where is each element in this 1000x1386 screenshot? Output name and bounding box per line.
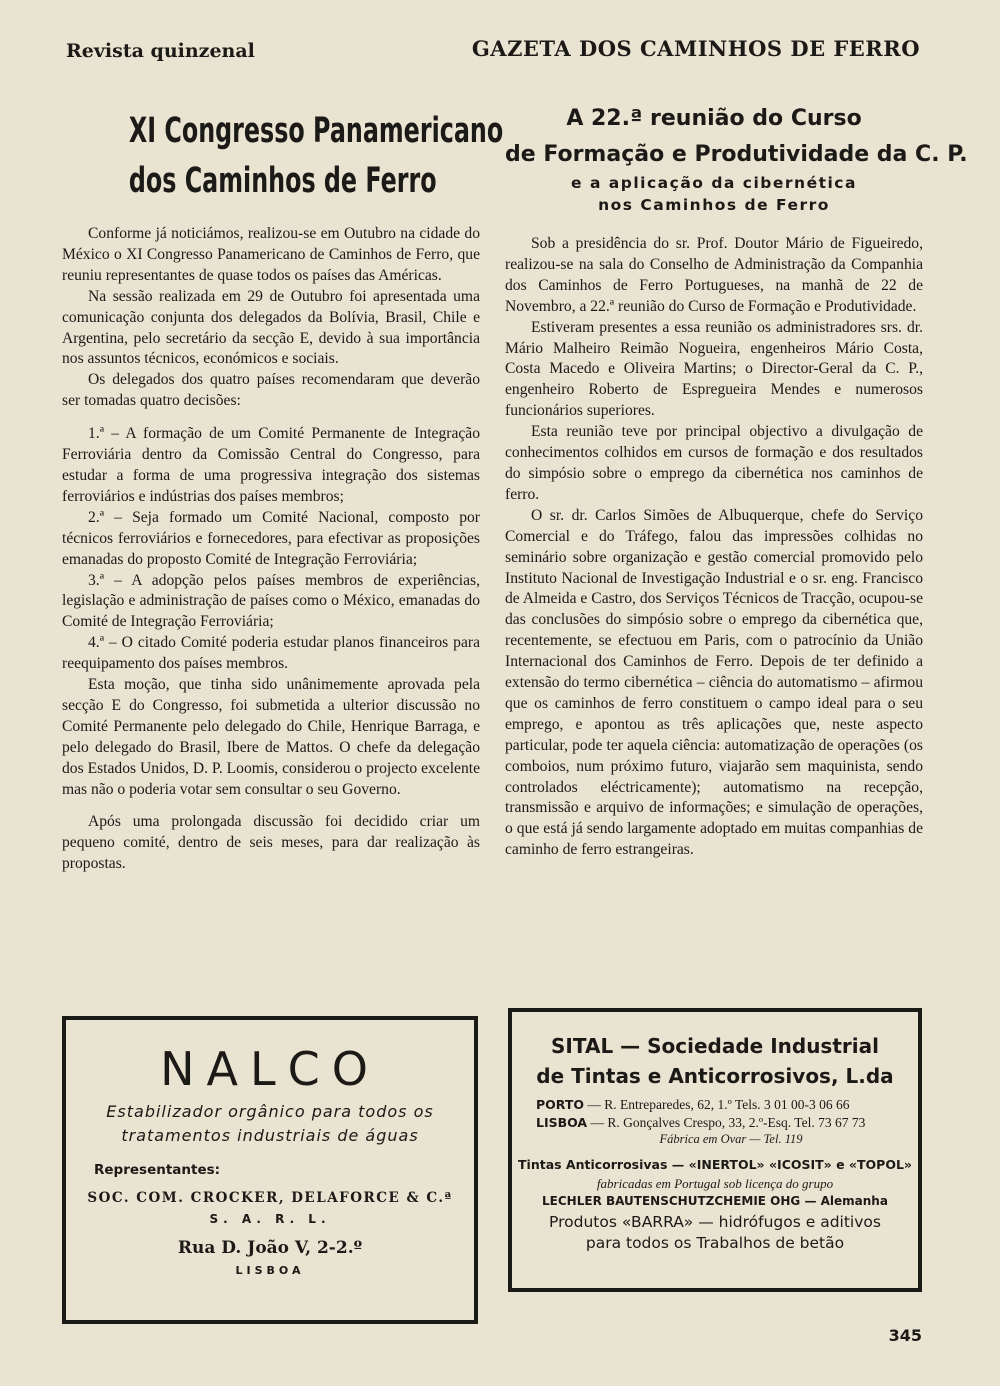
article-subtitle-line-2: nos Caminhos de Ferro: [598, 196, 830, 214]
sital-title-2: de Tintas e Anticorrosivos, L.da: [536, 1064, 894, 1088]
sital-lisboa-address: — R. Gonçalves Crespo, 33, 2.º-Esq. Tel. 73 67 73: [590, 1115, 866, 1130]
paragraph: 3.ª – A adopção pelos países membros de experiências, legislação e administração de países como o México, emanadas do Comité de Integração Ferroviária;: [62, 571, 480, 631]
article-subtitle-line-1: e a aplicação da cibernética: [571, 174, 857, 192]
article-title-line-1: A 22.ª reunião do Curso: [566, 106, 862, 131]
sital-advertisement: [508, 1008, 922, 1292]
paragraph: 1.ª – A formação de um Comité Permanente de Integração Ferroviária dentro da Comissão Central do Congresso, para estudar a forma de uma progressiva integração dos sistemas ferroviários e indústrias dos países membros;: [62, 425, 480, 505]
running-header-left: Revista quinzenal: [66, 40, 255, 62]
article-title-line-2: de Formação e Produtividade da C. P.: [505, 142, 968, 167]
nalco-company-type: S. A. R. L.: [209, 1212, 331, 1226]
sital-porto-label: PORTO: [536, 1097, 585, 1112]
nalco-tagline-2: tratamentos industriais de águas: [121, 1126, 419, 1145]
sital-porto-address: — R. Entreparedes, 62, 1.º Tels. 3 01 00-3 06 66: [587, 1097, 850, 1112]
sital-products-2: para todos os Trabalhos de betão: [585, 1234, 845, 1252]
article-title-line-2: dos Caminhos de Ferro: [128, 161, 437, 201]
sital-addresses: [536, 1096, 918, 1132]
sital-porto-line: [536, 1096, 918, 1114]
article-title-line-1: XI Congresso Panamericano: [128, 111, 504, 151]
page-number: 345: [888, 1326, 922, 1345]
paragraph: Conforme já noticiámos, realizou-se em Outubro na cidade do México o XI Congresso Panamericano de Caminhos de Ferro, que reuniu representantes de quase todos os países das Américas.: [62, 225, 480, 284]
sital-products-1: Produtos «BARRA» — hidrófugos e aditivos: [549, 1213, 881, 1231]
sital-lisboa-line: [536, 1114, 918, 1132]
nalco-advertisement: [62, 1016, 478, 1324]
nalco-company: SOC. COM. CROCKER, DELAFORCE & C.ª: [87, 1190, 453, 1206]
sital-title-1: SITAL — Sociedade Industrial: [551, 1034, 879, 1058]
paragraph: Após uma prolongada discussão foi decidido criar um pequeno comité, dentro de seis meses, para dar realização às propostas.: [62, 813, 480, 873]
sital-factory: Fábrica em Ovar — Tel. 119: [659, 1132, 803, 1146]
article-panamerican-congress: [62, 100, 504, 875]
paragraph: O sr. dr. Carlos Simões de Albuquerque, chefe do Serviço Comercial e do Tráfego, falou das impressões colhidas no seminário sobre organização e gestão comercial promovido pelo Instituto Nacional de Investigação Industrial e o sr. eng. Francisco de Almeida e Castro, dos Serviços Técnicos de Tracção, ocupou-se das conclusões do simpósio sobre o emprego da cibernética que, recentemente, se efectuou em Paris, com o patrocínio da União Internacional dos Caminhos de Ferro. Depois de ter definido a extensão do termo cibernética – ciência do automatismo – afirmou que os caminhos de ferro constituem o campo ideal para o seu emprego, e apontou as três aplicações que, neste aspecto particular, pode ter aquela ciência: automatização de operações (os comboios, num próximo futuro, viajarão sem maquinista, sendo controlados eléctricamente); automatismo na recepção, transmissão e arquivo de informações; e simulação de operações, o que está já sendo largamente adoptado em muitas companhias de caminho de ferro estrangeiras.: [505, 506, 923, 859]
paragraph: 2.ª – Seja formado um Comité Nacional, composto por técnicos ferroviários e fornecedores, para efectivar as proposições emanadas do proposto Comité de Integração Ferroviária;: [62, 508, 480, 568]
paragraph: Os delegados dos quatro países recomendaram que deverão ser tomadas quatro decisões:: [62, 371, 480, 410]
paragraph: Estiveram presentes a essa reunião os administradores srs. dr. Mário Malheiro Reimão Nogueira, engenheiros Mário Costa, Costa Macedo e Oliveira Martins; o Director-Geral da C. P., engenheiro Roberto de Espregueira Mendes e numerosos funcionários superiores.: [505, 318, 923, 420]
nalco-tagline-1: Estabilizador orgânico para todos os: [106, 1102, 434, 1121]
paragraph: 4.ª – O citado Comité poderia estudar planos financeiros para reequipamento dos países membros.: [62, 634, 480, 673]
paragraph: Esta reunião teve por principal objectivo a divulgação de conhecimentos colhidos em cursos de formação e dos resultados do simpósio sobre o emprego da cibernética nos caminhos de ferro.: [505, 423, 923, 503]
sital-paints: Tintas Anticorrosivas — «INERTOL» «ICOSIT» e «TOPOL»: [518, 1157, 912, 1172]
nalco-city: LISBOA: [235, 1264, 305, 1277]
nalco-brand: NALCO: [160, 1042, 380, 1096]
sital-licence: fabricadas em Portugal sob licença do grupo: [596, 1176, 834, 1191]
paragraph: Sob a presidência do sr. Prof. Doutor Mário de Figueiredo, realizou-se na sala do Conselho de Administração da Companhia dos Caminhos de Ferro Portugueses, na manhã de 22 de Novembro, a 22.ª reunião do Curso de Formação e Produtividade.: [505, 235, 923, 315]
sital-lisboa-label: LISBOA: [536, 1115, 588, 1130]
paragraph: Esta moção, que tinha sido unânimemente aprovada pela secção E do Congresso, foi submetida a ulterior discussão no Comité Permanente pelo delegado do Chile, Henrique Barraga, e pelo delegado do Brasil, Ibere de Mattos. O chefe da delegação dos Estados Unidos, D. P. Loomis, considerou o projecto excelente mas não o poderia votar sem consultar o seu Governo.: [62, 676, 480, 798]
nalco-address: Rua D. João V, 2-2.º: [177, 1238, 363, 1258]
sital-licensor: LECHLER BAUTENSCHUTZCHEMIE OHG — Alemanha: [542, 1194, 888, 1208]
article-cp-course: [505, 100, 968, 861]
running-header-right: GAZETA DOS CAMINHOS DE FERRO: [471, 36, 920, 61]
nalco-representatives-label: Representantes:: [94, 1162, 221, 1178]
paragraph: Na sessão realizada em 29 de Outubro foi apresentada uma comunicação conjunta dos delegados da Bolívia, Brasil, Chile e Argentina, pelo secretário da secção E, devido à sua importância nos assuntos técnicos, económicos e sociais.: [62, 287, 480, 368]
